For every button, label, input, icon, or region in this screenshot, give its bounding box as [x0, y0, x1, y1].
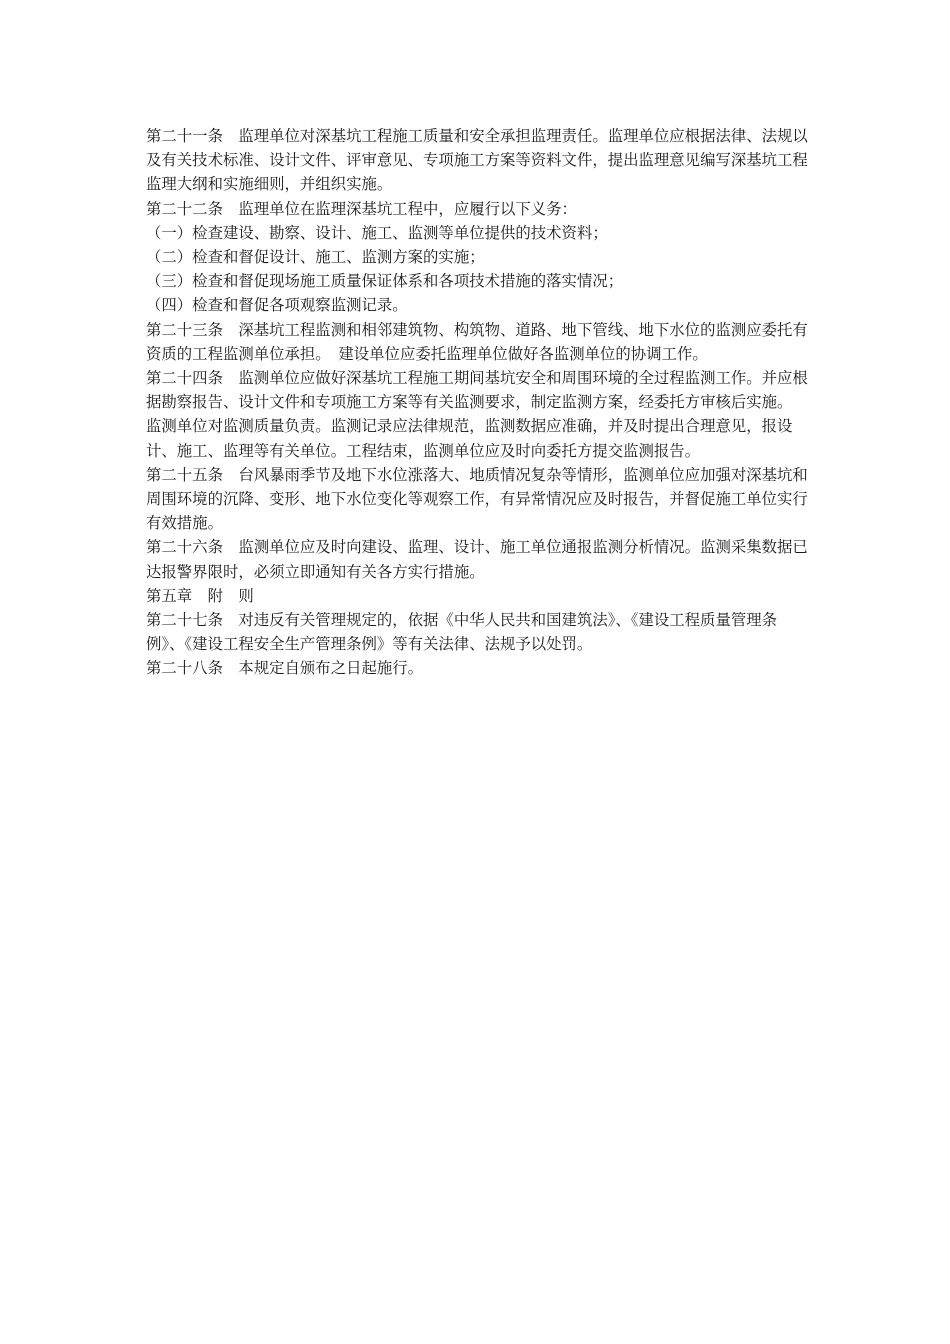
article-22-item-3: （三）检查和督促现场施工质量保证体系和各项技术措施的落实情况；: [146, 272, 624, 291]
article-21: 第二十一条 监理单位对深基坑工程施工质量和安全承担监理责任。监理单位应根据法律、法规以及有关技术标准、设计文件、评审意见、专项施工方案等资料文件，提出监理意见编写深基坑工程监理大纲和实施细则，并组织实施。: [146, 127, 808, 194]
document-body: [146, 124, 810, 681]
article-25: 第二十五条 台风暴雨季节及地下水位涨落大、地质情况复杂等情形，监测单位应加强对深基坑和周围环境的沉降、变形、地下水位变化等观察工作，有异常情况应及时报告，并督促施工单位实行有效措施。: [146, 465, 808, 533]
article-23: 第二十三条 深基坑工程监测和相邻建筑物、构筑物、道路、地下管线、地下水位的监测应委托有资质的工程监测单位承担。 建设单位应委托监理单位做好各监测单位的协调工作。: [146, 320, 808, 363]
article-22: 第二十二条 监理单位在监理深基坑工程中，应履行以下义务：: [146, 199, 577, 218]
article-27: 第二十七条 对违反有关管理规定的，依据《中华人民共和国建筑法》、《建设工程质量管理条例》、《建设工程安全生产管理条例》等有关法律、法规予以处罚。: [146, 611, 778, 654]
article-22-item-2: （二）检查和督促设计、施工、监测方案的实施；: [146, 248, 485, 267]
article-24: 第二十四条 监测单位应做好深基坑工程施工期间基坑安全和周围环境的全过程监测工作。并应根据勘察报告、设计文件和专项施工方案等有关监测要求，制定监测方案，经委托方审核后实施。 监测单位对监测质量负责。监测记录应法律规范，监测数据应准确，并及时提出合理意见，报设计、施工、监理等有关单位。工程结束，监测单位应及时向委托方提交监测报告。: [146, 369, 808, 460]
article-28: 第二十八条 本规定自颁布之日起施行。: [146, 659, 424, 678]
article-26: 第二十六条 监测单位应及时向建设、监理、设计、施工单位通报监测分析情况。监测采集数据已达报警界限时，必须立即通知有关各方实行措施。: [146, 538, 808, 581]
chapter-5-heading: 第五章 附 则: [146, 586, 254, 605]
article-22-item-4: （四）检查和督促各项观察监测记录。: [146, 296, 408, 315]
article-22-item-1: （一）检查建设、勘察、设计、施工、监测等单位提供的技术资料；: [146, 223, 608, 242]
